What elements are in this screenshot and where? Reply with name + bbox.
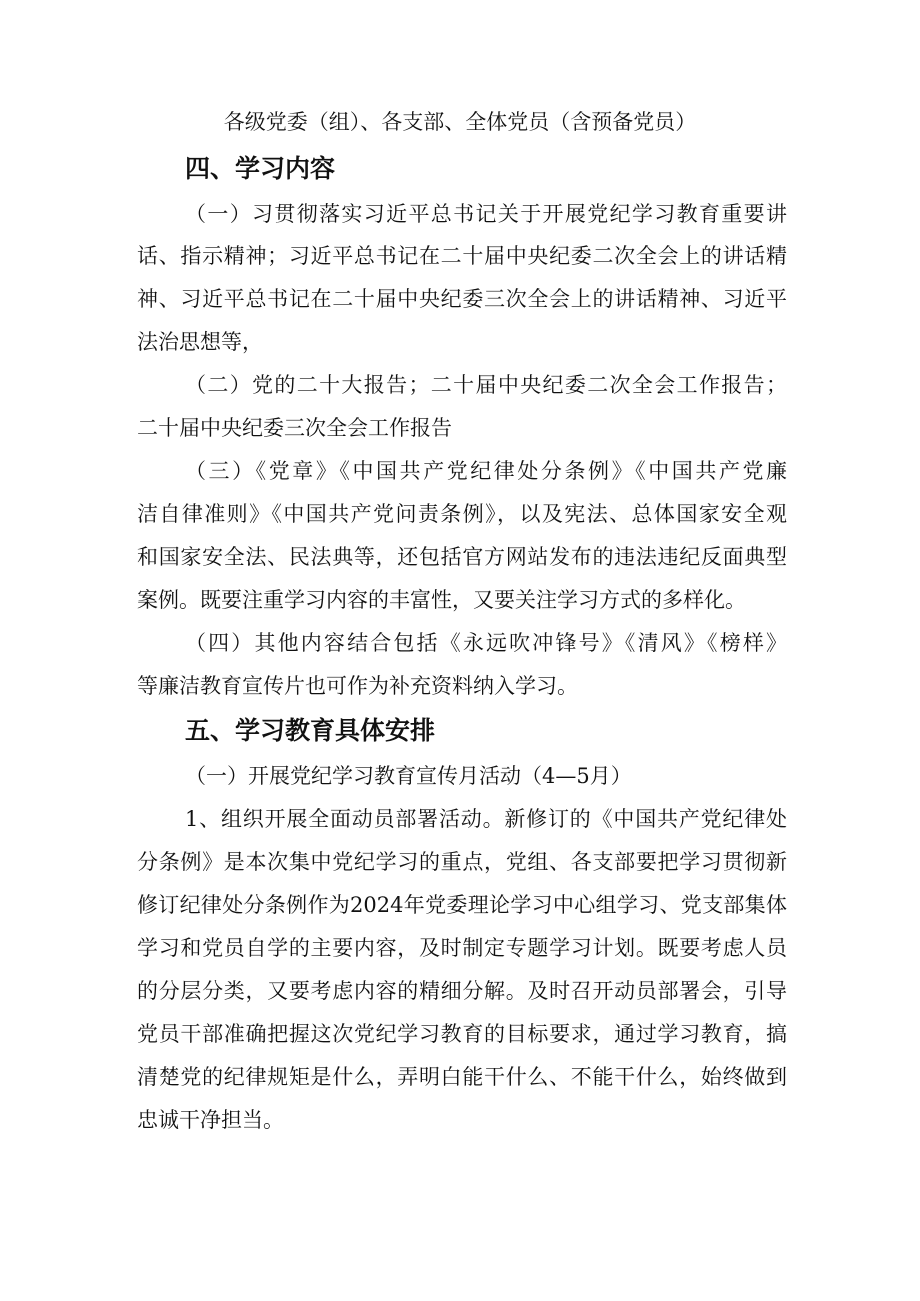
- paragraph-line: 法治思想等，: [137, 330, 263, 354]
- paragraph-line: 党员干部准确把握这次党纪学习教育的目标要求，通过学习教育，搞: [137, 1022, 787, 1046]
- paragraph-line: 等廉洁教育宣传片也可作为补充资料纳入学习。: [137, 674, 578, 698]
- paragraph-line: 分条例》是本次集中党纪学习的重点，党组、各支部要把学习贯彻新: [137, 850, 787, 874]
- paragraph-line: 神、习近平总书记在二十届中央纪委三次全会上的讲话精神、习近平: [137, 287, 787, 311]
- subsection-heading: （一）开展党纪学习教育宣传月活动（4—5月）: [185, 764, 632, 788]
- paragraph-line: 学习和党员自学的主要内容，及时制定专题学习计划。既要考虑人员: [137, 936, 787, 960]
- paragraph-line: 清楚党的纪律规矩是什么，弄明白能干什么、不能干什么，始终做到: [137, 1065, 787, 1089]
- section-5-heading: 五、学习教育具体安排: [185, 716, 436, 745]
- paragraph-line: （三）《党章》《中国共产党纪律处分条例》《中国共产党廉: [185, 459, 787, 483]
- section-4-heading: 四、学习内容: [185, 154, 336, 183]
- paragraph-line: 二十届中央纪委三次全会工作报告: [137, 416, 452, 440]
- scope-line: 各级党委（组）、各支部、全体党员（含预备党员）: [223, 110, 697, 134]
- paragraph-line: 1、组织开展全面动员部署活动。新修订的《中国共产党纪律处: [185, 807, 787, 831]
- paragraph-line: 洁自律准则》《中国共产党问责条例》，以及宪法、总体国家安全观: [137, 502, 787, 526]
- paragraph-line: 修订纪律处分条例作为2024年党委理论学习中心组学习、党支部集体: [137, 893, 787, 917]
- paragraph-line: 忠诚干净担当。: [137, 1108, 284, 1132]
- paragraph-line: 话、指示精神；习近平总书记在二十届中央纪委二次全会上的讲话精: [137, 244, 787, 268]
- paragraph-line: 案例。既要注重学习内容的丰富性，又要关注学习方式的多样化。: [137, 588, 746, 612]
- paragraph-line: 和国家安全法、民法典等，还包括官方网站发布的违法违纪反面典型: [137, 545, 787, 569]
- paragraph-line: （一）习贯彻落实习近平总书记关于开展党纪学习教育重要讲: [185, 202, 787, 226]
- paragraph-line: 的分层分类，又要考虑内容的精细分解。及时召开动员部署会，引导: [137, 979, 787, 1003]
- paragraph-line: （四）其他内容结合包括《永远吹冲锋号》《清风》《榜样》: [185, 631, 787, 655]
- paragraph-line: （二）党的二十大报告；二十届中央纪委二次全会工作报告；: [185, 373, 787, 397]
